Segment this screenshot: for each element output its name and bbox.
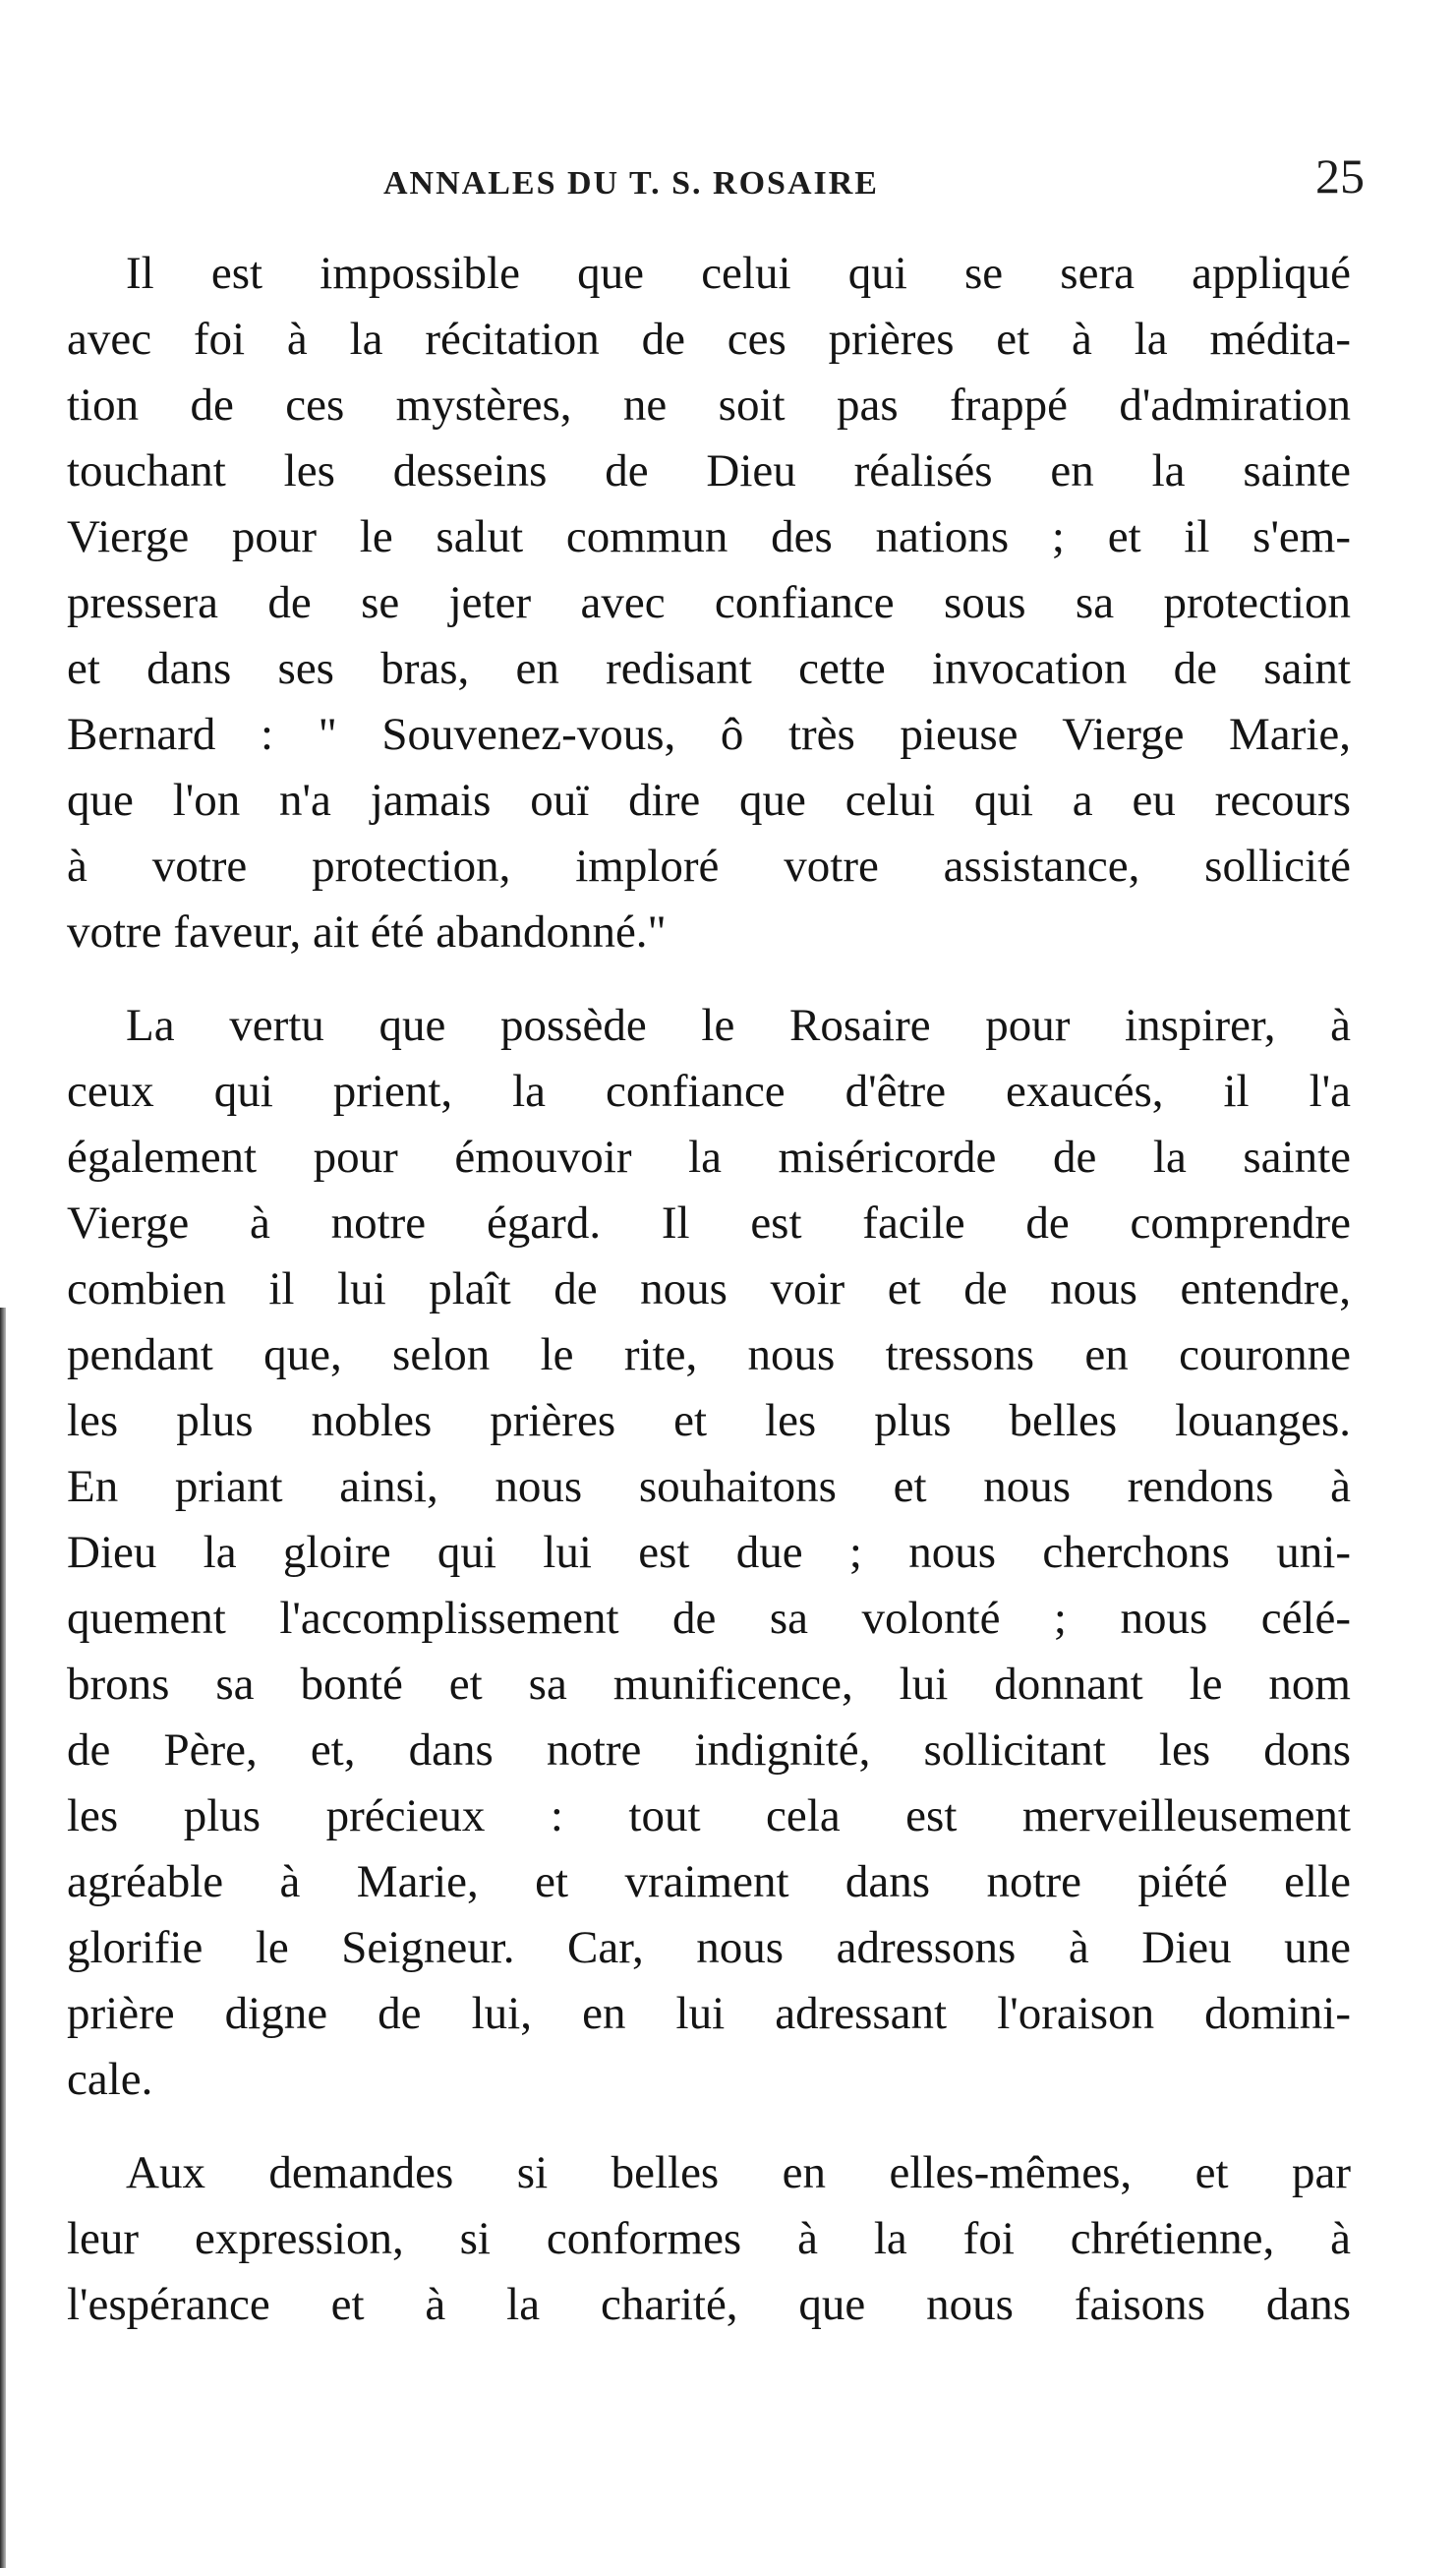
- text-line: et dans ses bras, en redisant cette invocation de saint: [67, 643, 1351, 694]
- text-line: Il est impossible que celui qui se sera appliqué: [126, 248, 1351, 299]
- text-line: Bernard : " Souvenez-vous, ô très pieuse Vierge Marie,: [67, 709, 1351, 760]
- text-line: agréable à Marie, et vraiment dans notre piété elle: [67, 1856, 1351, 1907]
- text-line: touchant les desseins de Dieu réalisés en la sainte: [67, 445, 1351, 496]
- text-line: que l'on n'a jamais ouï dire que celui qui a eu recours: [67, 775, 1351, 826]
- running-head: ANNALES DU T. S. ROSAIRE: [383, 165, 879, 202]
- paragraph-gap: [67, 965, 1351, 993]
- paragraph-1: [67, 241, 1351, 965]
- text-line: Aux demandes si belles en elles-mêmes, et par: [126, 2147, 1351, 2198]
- text-line: avec foi à la récitation de ces prières et à la médita-: [67, 314, 1351, 365]
- text-line: combien il lui plaît de nous voir et de nous entendre,: [67, 1263, 1351, 1314]
- text-line: ceux qui prient, la confiance d'être exaucés, il l'a: [67, 1066, 1351, 1117]
- page-header: [374, 147, 1376, 216]
- text-line: les plus nobles prières et les plus belles louanges.: [67, 1395, 1351, 1446]
- text-line: Dieu la gloire qui lui est due ; nous cherchons uni-: [67, 1527, 1351, 1578]
- text-line: brons sa bonté et sa munificence, lui donnant le nom: [67, 1659, 1351, 1710]
- text-line: les plus précieux : tout cela est merveilleusement: [67, 1790, 1351, 1841]
- text-line: Vierge pour le salut commun des nations ; et il s'em-: [67, 511, 1351, 562]
- text-line: Vierge à notre égard. Il est facile de comprendre: [67, 1197, 1351, 1249]
- body-text: [67, 241, 1351, 2338]
- text-line: également pour émouvoir la miséricorde de la sainte: [67, 1132, 1351, 1183]
- text-line: tion de ces mystères, ne soit pas frappé d'admiration: [67, 379, 1351, 431]
- text-line: cale.: [67, 2054, 153, 2105]
- text-line: l'espérance et à la charité, que nous faisons dans: [67, 2279, 1351, 2330]
- text-line: La vertu que possède le Rosaire pour inspirer, à: [126, 1000, 1351, 1051]
- paragraph-2: [67, 993, 1351, 2113]
- paragraph-gap: [67, 2113, 1351, 2140]
- text-line: pressera de se jeter avec confiance sous sa protection: [67, 577, 1351, 628]
- text-line: prière digne de lui, en lui adressant l'oraison domini-: [67, 1988, 1351, 2039]
- paragraph-3: [67, 2140, 1351, 2338]
- text-line: glorifie le Seigneur. Car, nous adressons à Dieu une: [67, 1922, 1351, 1973]
- page-number: 25: [1315, 148, 1365, 204]
- text-line: de Père, et, dans notre indignité, sollicitant les dons: [67, 1724, 1351, 1776]
- text-line: En priant ainsi, nous souhaitons et nous rendons à: [67, 1461, 1351, 1512]
- text-line: quement l'accomplissement de sa volonté ; nous célé-: [67, 1593, 1351, 1644]
- text-line: votre faveur, ait été abandonné.": [67, 906, 667, 958]
- page-edge-shadow: [0, 1308, 6, 2568]
- text-line: leur expression, si conformes à la foi chrétienne, à: [67, 2213, 1351, 2264]
- text-line: à votre protection, imploré votre assistance, sollicité: [67, 841, 1351, 892]
- text-line: pendant que, selon le rite, nous tressons en couronne: [67, 1329, 1351, 1380]
